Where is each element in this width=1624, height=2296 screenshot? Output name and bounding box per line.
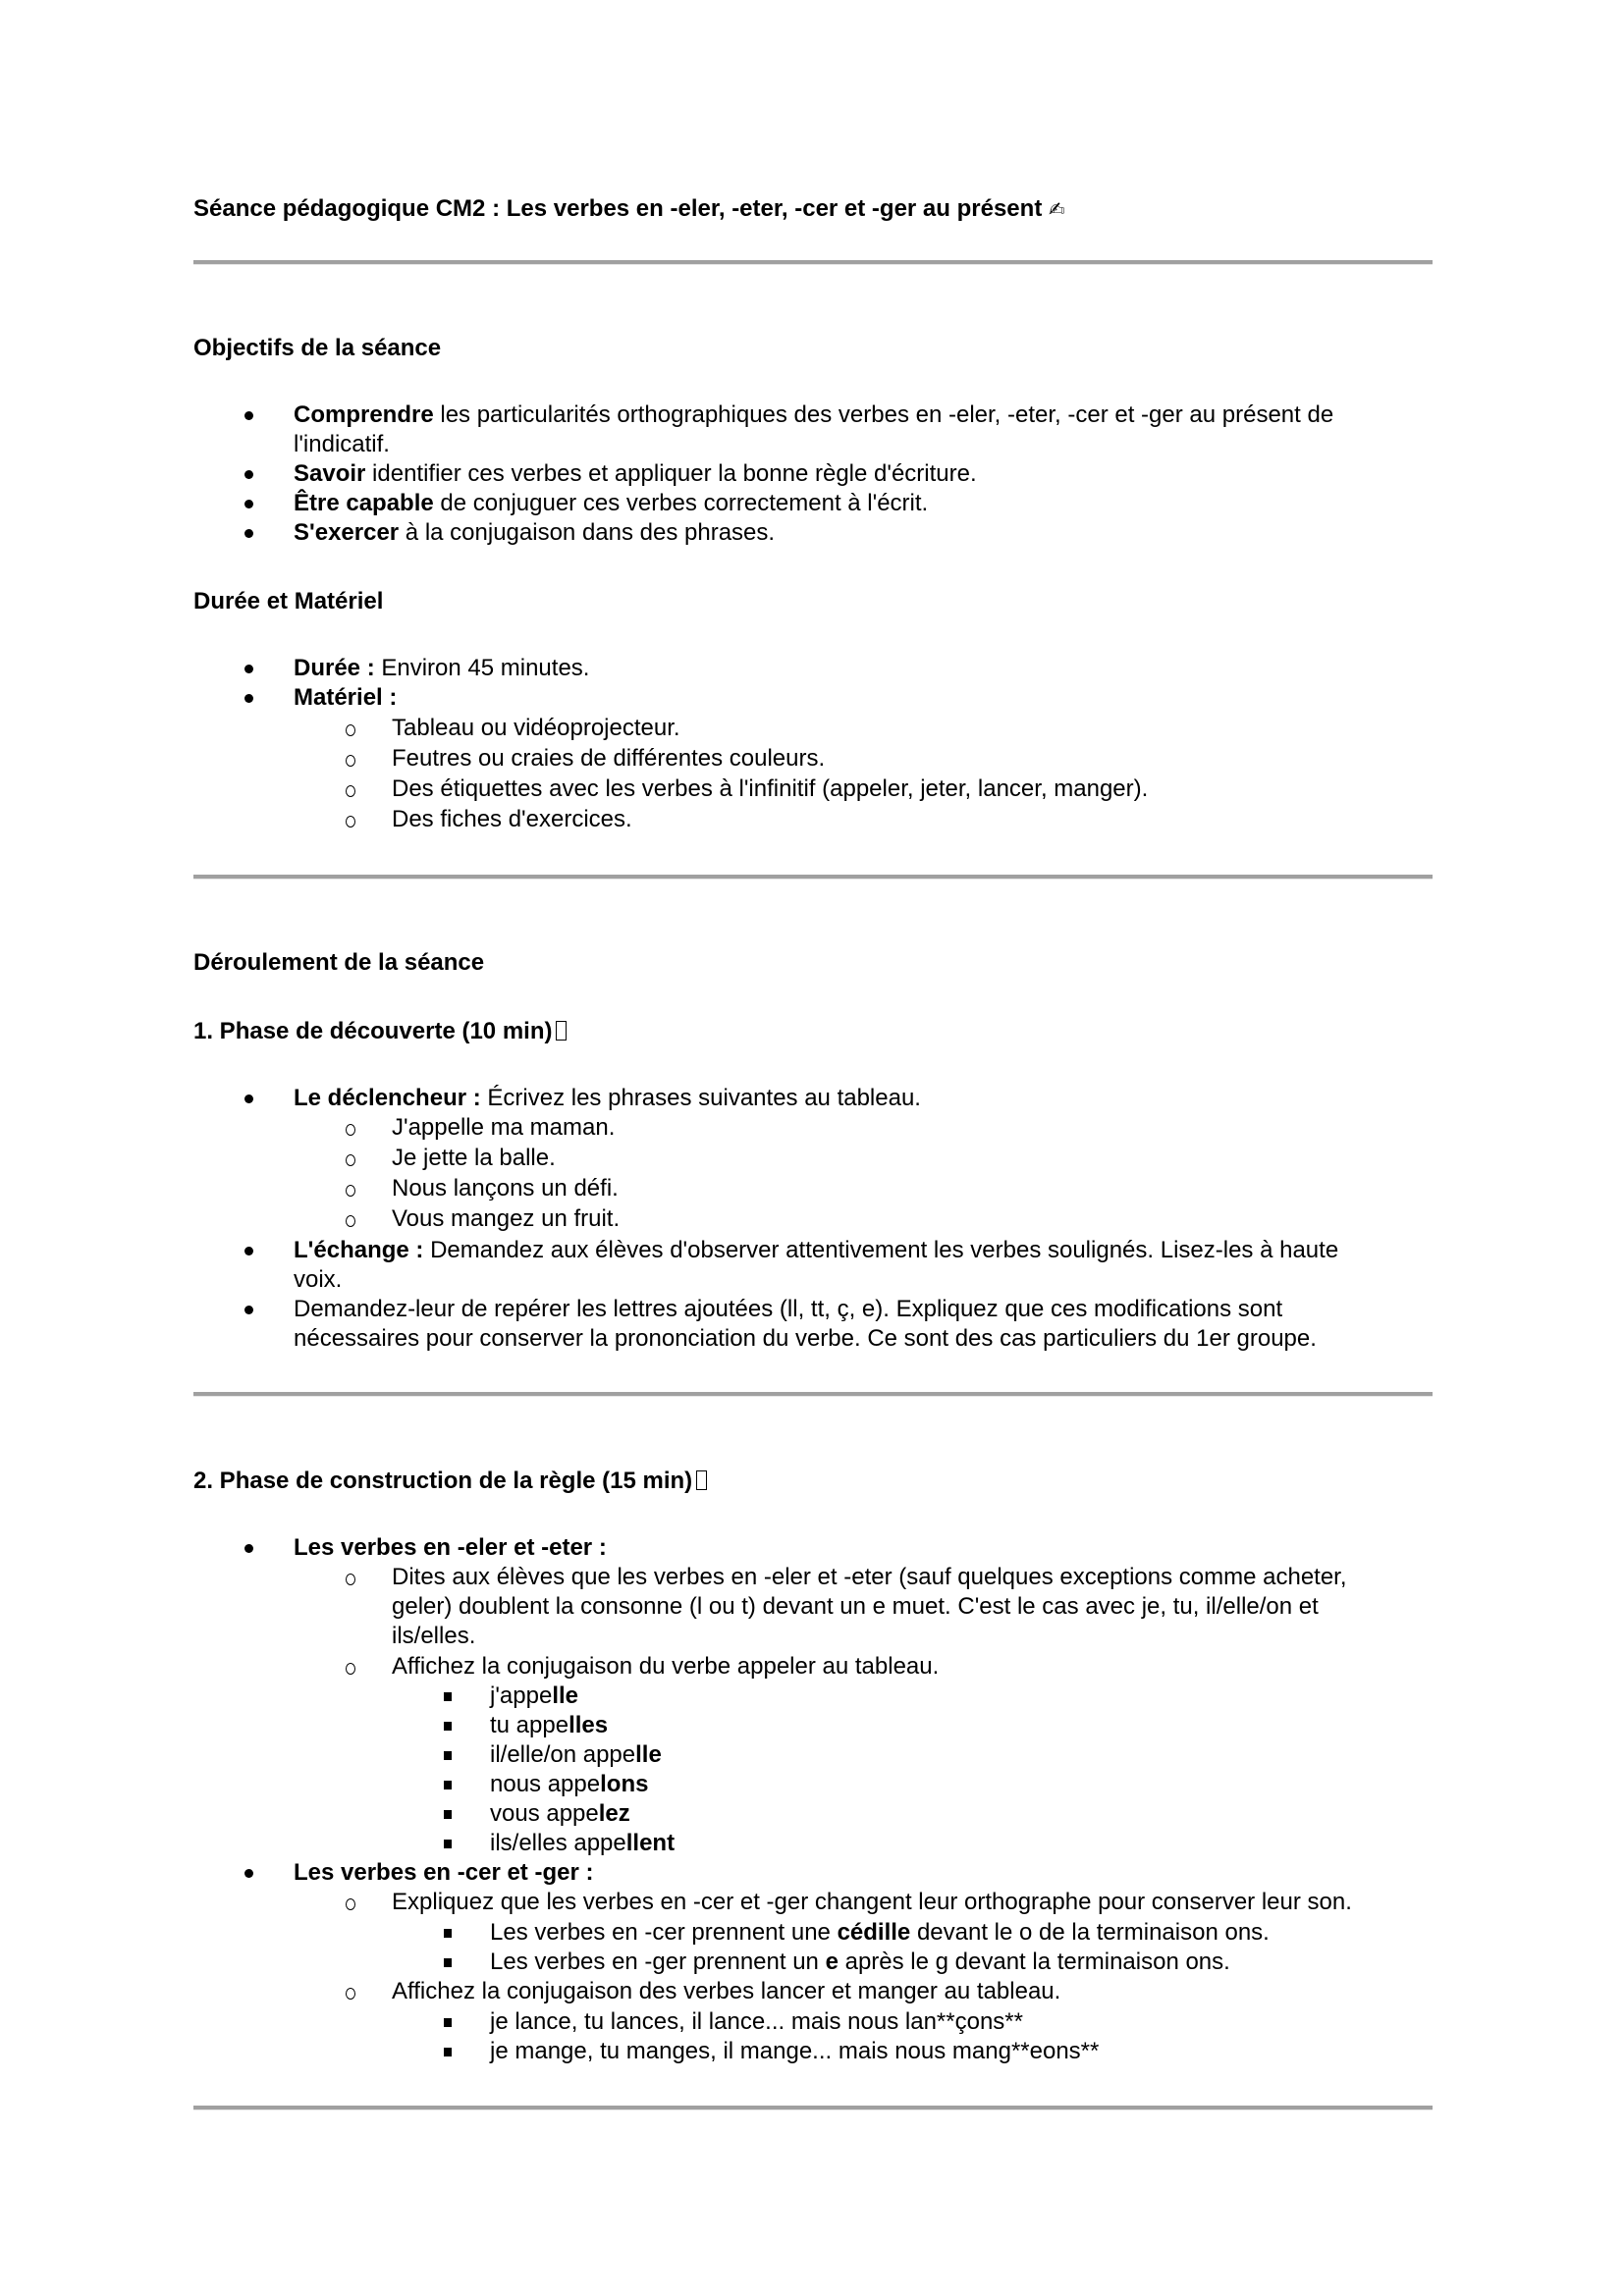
sub-list-item: Expliquez que les verbes en -cer et -ger changent leur orthographe pour conserver leur son. <box>392 1889 1352 1915</box>
circle-bullet-icon <box>343 744 358 774</box>
conjugation-item: vous appelez <box>490 1800 630 1827</box>
list-item: Comprendre les particularités orthographiques des verbes en -eler, -eter, -cer et -ger au présent de <box>294 401 1334 428</box>
square-bullet-icon <box>442 1711 454 1740</box>
circle-bullet-icon <box>343 1113 358 1143</box>
bullet-icon <box>242 1236 255 1265</box>
sub-list-item: Des fiches d'exercices. <box>392 806 632 832</box>
example-item: je lance, tu lances, il lance... mais nous lan**çons** <box>490 2008 1023 2035</box>
rule-item: Les verbes en -cer prennent une cédille devant le o de la terminaison ons. <box>490 1919 1270 1946</box>
bullet-icon <box>242 400 255 430</box>
square-bullet-icon <box>442 1829 454 1858</box>
writing-hand-icon: ✍ <box>1048 197 1065 221</box>
circle-bullet-icon <box>343 1977 358 2006</box>
list-item-cer-ger: Les verbes en -cer et -ger : <box>294 1859 594 1886</box>
circle-bullet-icon <box>343 1204 358 1234</box>
sub-list-item: Je jette la balle. <box>392 1145 556 1171</box>
list-item-continuation: l'indicatif. <box>294 431 390 457</box>
circle-bullet-icon <box>343 1563 358 1592</box>
square-bullet-icon <box>442 1770 454 1799</box>
list-item-eler-eter: Les verbes en -eler et -eter : <box>294 1534 607 1561</box>
sub-list-item: Vous mangez un fruit. <box>392 1205 621 1232</box>
circle-bullet-icon <box>343 714 358 743</box>
bullet-icon <box>242 489 255 518</box>
circle-bullet-icon <box>343 774 358 804</box>
square-bullet-icon <box>442 1740 454 1770</box>
sub-list-item-continuation: geler) doublent la consonne (l ou t) devant un e muet. C'est le cas avec je, tu, il/elle/on et <box>392 1593 1319 1620</box>
sub-list-item-continuation: ils/elles. <box>392 1623 476 1649</box>
sub-list-item: Tableau ou vidéoprojecteur. <box>392 715 680 741</box>
missing-glyph-icon <box>556 1021 567 1041</box>
section-heading-deroulement: Déroulement de la séance <box>193 949 485 976</box>
square-bullet-icon <box>442 1948 454 1977</box>
conjugation-item: tu appelles <box>490 1712 609 1738</box>
sub-list-item: Affichez la conjugaison des verbes lancer et manger au tableau. <box>392 1978 1061 2004</box>
sub-list-item: Dites aux élèves que les verbes en -eler et -eter (sauf quelques exceptions comme acheter, <box>392 1564 1347 1590</box>
sub-list-item: J'appelle ma maman. <box>392 1114 616 1141</box>
circle-bullet-icon <box>343 1174 358 1203</box>
bullet-icon <box>242 459 255 489</box>
section-heading-objectifs: Objectifs de la séance <box>193 335 442 361</box>
sub-list-item: Des étiquettes avec les verbes à l'infinitif (appeler, jeter, lancer, manger). <box>392 775 1149 802</box>
bullet-icon <box>242 1858 255 1888</box>
phase1-heading: 1. Phase de découverte (10 min) <box>193 1017 567 1046</box>
bullet-icon <box>242 683 255 713</box>
square-bullet-icon <box>442 1918 454 1948</box>
rule-item: Les verbes en -ger prennent un e après le g devant la terminaison ons. <box>490 1949 1230 1975</box>
missing-glyph-icon <box>696 1470 707 1490</box>
sub-list-item: Affichez la conjugaison du verbe appeler au tableau. <box>392 1653 940 1680</box>
bullet-icon <box>242 1295 255 1324</box>
list-item-materiel: Matériel : <box>294 684 398 711</box>
sub-list-item: Nous lançons un défi. <box>392 1175 619 1201</box>
list-item: Être capable de conjuguer ces verbes correctement à l'écrit. <box>294 490 929 516</box>
horizontal-rule <box>193 875 1433 880</box>
conjugation-item: ils/elles appellent <box>490 1830 676 1856</box>
conjugation-item: nous appelons <box>490 1771 649 1797</box>
circle-bullet-icon <box>343 1144 358 1173</box>
bullet-icon <box>242 518 255 548</box>
square-bullet-icon <box>442 1799 454 1829</box>
circle-bullet-icon <box>343 1652 358 1682</box>
circle-bullet-icon <box>343 805 358 834</box>
phase2-heading: 2. Phase de construction de la règle (15 min) <box>193 1467 707 1496</box>
document-title: Séance pédagogique CM2 : Les verbes en -eler, -eter, -cer et -ger au présent ✍ <box>193 195 1065 222</box>
horizontal-rule <box>193 260 1433 265</box>
horizontal-rule <box>193 1392 1433 1397</box>
bullet-icon <box>242 654 255 683</box>
circle-bullet-icon <box>343 1888 358 1917</box>
list-item-continuation: voix. <box>294 1266 343 1293</box>
square-bullet-icon <box>442 2037 454 2066</box>
section-heading-duree-materiel: Durée et Matériel <box>193 588 384 614</box>
list-item-echange: L'échange : Demandez aux élèves d'observer attentivement les verbes soulignés. Lisez-les à haute <box>294 1237 1339 1263</box>
square-bullet-icon <box>442 2007 454 2037</box>
bullet-icon <box>242 1084 255 1113</box>
list-item-reperer: Demandez-leur de repérer les lettres ajoutées (ll, tt, ç, e). Expliquez que ces modifications sont <box>294 1296 1283 1322</box>
list-item: S'exercer à la conjugaison dans des phrases. <box>294 519 776 546</box>
sub-list-item: Feutres ou craies de différentes couleurs. <box>392 745 826 772</box>
bullet-icon <box>242 1533 255 1563</box>
list-item: Savoir identifier ces verbes et appliquer la bonne règle d'écriture. <box>294 460 977 487</box>
example-item: je mange, tu manges, il mange... mais nous mang**eons** <box>490 2038 1100 2064</box>
conjugation-item: il/elle/on appelle <box>490 1741 662 1768</box>
square-bullet-icon <box>442 1682 454 1711</box>
horizontal-rule <box>193 2106 1433 2110</box>
list-item-declencheur: Le déclencheur : Écrivez les phrases suivantes au tableau. <box>294 1085 921 1111</box>
conjugation-item: j'appelle <box>490 1682 578 1709</box>
list-item-continuation: nécessaires pour conserver la prononciation du verbe. Ce sont des cas particuliers du 1er groupe. <box>294 1325 1317 1352</box>
list-item-duree: Durée : Environ 45 minutes. <box>294 655 590 681</box>
